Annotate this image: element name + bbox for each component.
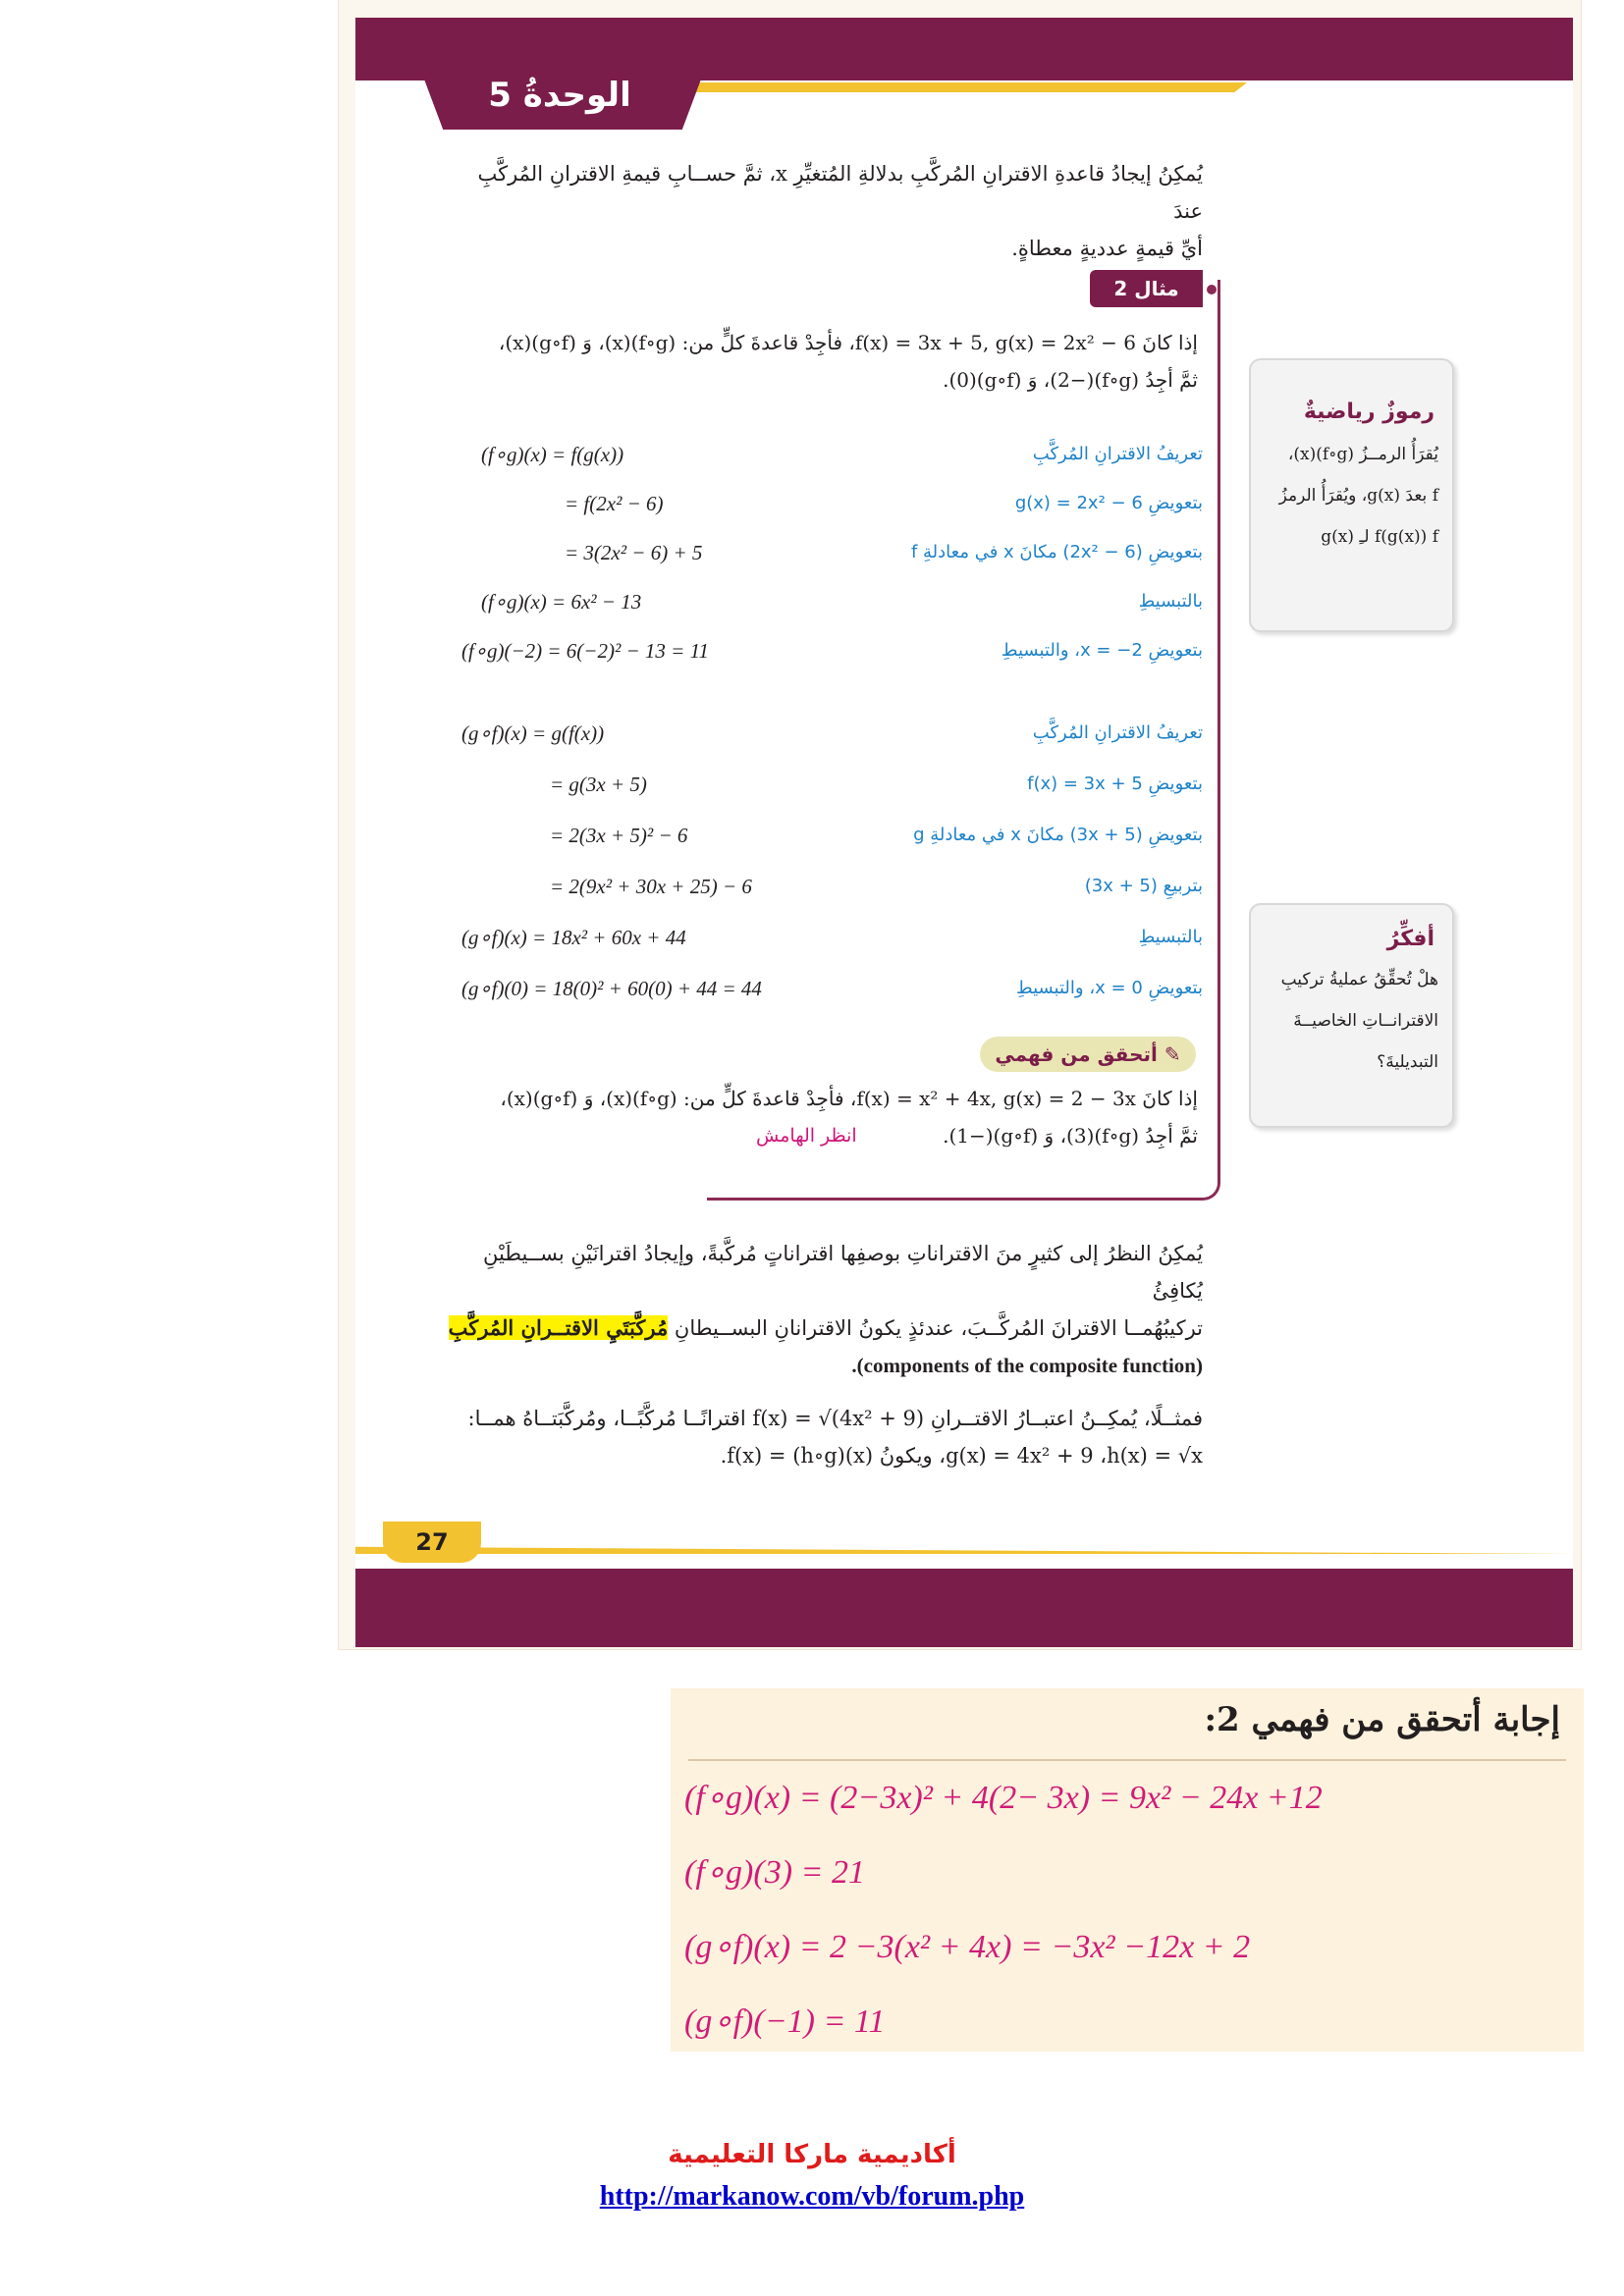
example-badge: مثال 2 bbox=[1090, 270, 1203, 307]
answer-line: (g∘f)(x) = 2 −3(x² + 4x) = −3x² −12x + 2 bbox=[684, 1929, 1251, 1965]
para2-line-4: فمثــلًا، يُمكِــنُ اعتبــارُ الاقتــرانِ f(x) = √(4x² + 9) اقترانًــا مُركَّبًــا، ومُركَّبَتــاهُ همــا: bbox=[467, 1407, 1203, 1430]
answer-line: (g∘f)(−1) = 11 bbox=[684, 2003, 886, 2040]
para2-line-2 bbox=[442, 1309, 1203, 1347]
sidebox-symbols-title: رموزٌ رياضيةٌ bbox=[1303, 400, 1435, 424]
footer-band bbox=[355, 1569, 1573, 1647]
step-row bbox=[457, 760, 1203, 811]
example-frame-dot bbox=[1207, 285, 1217, 294]
sidebox-symbols-line-2: f بعدَ g(x)، ويُقرَأُ الرمزُ bbox=[1278, 486, 1438, 506]
step-row bbox=[457, 430, 1203, 479]
step-row bbox=[457, 479, 1203, 528]
step-reason: بتعويضِ f(x) = 3x + 5 bbox=[1027, 774, 1203, 794]
para2-line-5: g(x) = 4x² + 9 ،h(x) = √x، ويكونُ f(x) = (h∘g)(x). bbox=[720, 1444, 1203, 1468]
step-reason: بتربيعِ (3x + 5) bbox=[1084, 876, 1203, 896]
answer-title: إجابة أتحقق من فهمي 2: bbox=[1204, 1700, 1560, 1739]
step-math: (g∘f)(x) = 18x² + 60x + 44 bbox=[461, 926, 686, 949]
check-question bbox=[432, 1080, 1198, 1154]
answer-line: (f∘g)(x) = (2−3x)² + 4(2− 3x) = 9x² − 24x +12 bbox=[684, 1780, 1323, 1816]
step-reason: تعريفُ الاقترانِ المُركَّبِ bbox=[1032, 722, 1203, 743]
step-row bbox=[457, 811, 1203, 862]
step-reason: بتعويضِ (2x² − 6) مكانَ x في معادلةِ f bbox=[910, 542, 1203, 562]
step-row bbox=[457, 862, 1203, 913]
step-reason: بالتبسيطِ bbox=[1138, 591, 1203, 612]
see-margin-note: انظر الهامش bbox=[756, 1125, 857, 1147]
check-question-line-2: ثمَّ أجِدُ (f∘g)(3)، وَ (g∘f)(−1). bbox=[943, 1124, 1198, 1148]
step-row bbox=[457, 964, 1203, 1015]
sidebox-think-line-3: التبديليةَ؟ bbox=[1377, 1052, 1438, 1072]
pencil-icon: ✎ bbox=[1164, 1042, 1181, 1066]
check-question-line-2-row bbox=[432, 1117, 1198, 1154]
para2-line-1: يُمكِنُ النظرُ إلى كثيرٍ منَ الاقتراناتِ بوصفِها اقتراناتٍ مُركَّبةً، وإيجادُ اقترانَيْنِ بســيطَيْنِ يُكافِئُ bbox=[482, 1242, 1203, 1303]
academy-name: أكاديمية ماركا التعليمية bbox=[668, 2140, 956, 2169]
step-reason: تعريفُ الاقترانِ المُركَّبِ bbox=[1032, 444, 1203, 464]
example-question bbox=[432, 324, 1198, 399]
step-math: = g(3x + 5) bbox=[550, 773, 647, 796]
sidebox-symbols-body bbox=[1251, 434, 1452, 558]
step-math: = 2(9x² + 30x + 25) − 6 bbox=[550, 875, 752, 898]
steps-gf bbox=[457, 709, 1203, 1015]
example-question-line-2: ثمَّ أجِدُ (f∘g)(−2)، وَ (g∘f)(0). bbox=[943, 368, 1198, 392]
check-understanding-badge bbox=[980, 1037, 1196, 1072]
step-math: (f∘g)(−2) = 6(−2)² − 13 = 11 bbox=[461, 639, 710, 663]
intro-line-2: أيِّ قيمةٍ عدديةٍ معطاةٍ. bbox=[1011, 237, 1203, 260]
highlighted-term: مُركَّبَتَيِ الاقتــرانِ المُركَّبِ bbox=[448, 1315, 669, 1340]
components-paragraph bbox=[442, 1235, 1203, 1474]
sidebox-think-body bbox=[1251, 959, 1452, 1083]
answer-box bbox=[671, 1688, 1584, 2052]
step-reason: بتعويضِ x = −2، والتبسيطِ bbox=[1001, 640, 1203, 661]
step-reason: بتعويضِ (3x + 5) مكانَ x في معادلةِ g bbox=[913, 825, 1203, 845]
page-number: 27 bbox=[383, 1522, 481, 1563]
sidebox-symbols-line-3: f(g(x)) f لـِ g(x) bbox=[1321, 527, 1438, 547]
step-reason: بالتبسيطِ bbox=[1138, 927, 1203, 947]
forum-link[interactable]: http://markanow.com/vb/forum.php bbox=[599, 2181, 1025, 2212]
think-sidebox bbox=[1249, 903, 1454, 1128]
step-math: (g∘f)(0) = 18(0)² + 60(0) + 44 = 44 bbox=[461, 977, 762, 1000]
step-row bbox=[457, 626, 1203, 675]
step-row bbox=[457, 913, 1203, 964]
step-math: = 3(2x² − 6) + 5 bbox=[565, 541, 703, 564]
step-row bbox=[457, 577, 1203, 626]
step-math: = 2(3x + 5)² − 6 bbox=[550, 824, 688, 847]
sidebox-symbols-line-1: يُقرَأُ الرمــزُ (f∘g)(x)، bbox=[1287, 445, 1438, 464]
answer-lines bbox=[671, 1761, 1584, 2067]
step-math: (f∘g)(x) = f(g(x)) bbox=[481, 443, 624, 466]
check-badge-label: أتحقق من فهمي bbox=[995, 1042, 1158, 1066]
answer-line: (f∘g)(3) = 21 bbox=[684, 1854, 865, 1891]
step-reason: بتعويضِ x = 0، والتبسيطِ bbox=[1015, 978, 1203, 998]
unit-title: الوحدةُ 5 bbox=[488, 76, 631, 115]
sidebox-think-title: أفكِّرُ bbox=[1386, 927, 1435, 951]
step-math: (f∘g)(x) = 6x² − 13 bbox=[481, 590, 642, 614]
math-symbols-sidebox bbox=[1249, 358, 1454, 632]
example-question-line-1: إذا كانَ f(x) = 3x + 5, g(x) = 2x² − 6، فأجِدْ قاعدةَ كلٍّ من: (f∘g)(x)، وَ (g∘f)(x)، bbox=[498, 331, 1198, 354]
step-row bbox=[457, 528, 1203, 577]
para2-line-2-text: تركيبُهُمــا الاقترانَ المُركَّــبَ، عندئذٍ يكونُ الاقترانانِ البســيطانِ bbox=[674, 1316, 1203, 1340]
check-question-line-1: إذا كانَ f(x) = x² + 4x, g(x) = 2 − 3x، فأجِدْ قاعدةَ كلٍّ من: (f∘g)(x)، وَ (g∘f)(x)، bbox=[500, 1087, 1198, 1110]
sidebox-think-line-1: هلْ تُحقِّقُ عمليةُ تركيبِ bbox=[1280, 970, 1438, 989]
steps-fg bbox=[457, 430, 1203, 675]
step-row bbox=[457, 709, 1203, 760]
para2-line-3: (components of the composite function). bbox=[851, 1354, 1203, 1377]
step-math: = f(2x² − 6) bbox=[565, 492, 664, 515]
sidebox-think-line-2: الاقترانــاتِ الخاصيــةَ bbox=[1293, 1011, 1438, 1031]
intro-line-1: يُمكِنُ إيجادُ قاعدةِ الاقترانِ المُركَّبِ بدلالةِ المُتغيِّرِ x، ثمَّ حســابِ قيمةِ الاقترانِ المُركَّبِ عندَ bbox=[477, 162, 1203, 223]
intro-paragraph bbox=[442, 155, 1203, 267]
step-reason: بتعويضِ g(x) = 2x² − 6 bbox=[1014, 493, 1203, 513]
step-math: (g∘f)(x) = g(f(x)) bbox=[461, 721, 605, 745]
header-gold-stripe bbox=[628, 82, 1247, 92]
